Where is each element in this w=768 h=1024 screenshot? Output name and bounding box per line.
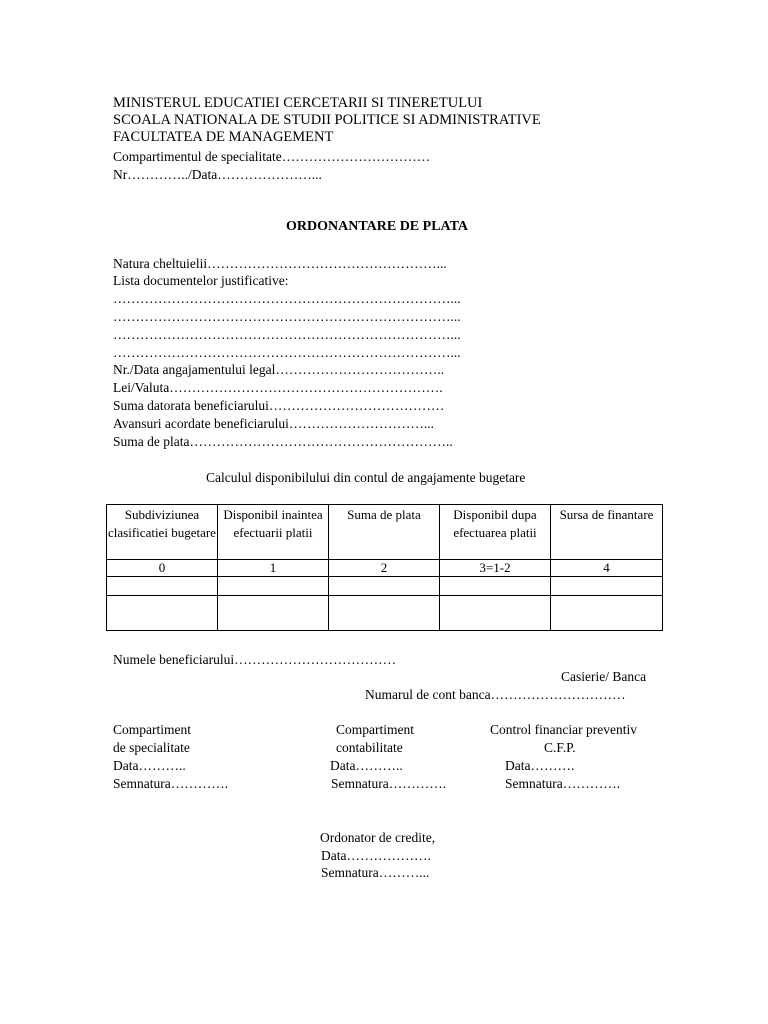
number-date-field: Nr…………../Data…………………... [113,167,322,182]
ministry-name: MINISTERUL EDUCATIEI CERCETARII SI TINERETULUI [113,95,483,111]
accounting-date-field: Data……….. [330,758,403,773]
table-cell [440,577,551,596]
table-cell [329,596,440,631]
table-index-cell: 3=1-2 [440,560,551,577]
document-title: ORDONANTARE DE PLATA [286,219,469,234]
documents-line-4: …………………………………………………………………... [113,345,461,360]
table-header-row [107,505,663,560]
documents-line-1: …………………………………………………………………... [113,291,461,306]
calculation-title: Calculul disponibilului din contul de angajamente bugetare [206,470,526,485]
cfp-signature-field: Semnatura…………. [505,776,621,791]
authorizer-date-field: Data………………. [321,848,431,863]
cashier-bank-label: Casierie/ Banca [561,669,647,684]
table-header-cell: Subdiviziunea clasificatiei bugetare [107,505,218,560]
table-cell [551,596,663,631]
authorizer-signature-field: Semnatura………... [321,865,430,880]
bank-account-field: Numarul de cont banca………………………… [365,687,626,702]
beneficiary-name-field: Numele beneficiarului……………………………… [113,652,397,667]
school-name: SCOALA NATIONALA DE STUDII POLITICE SI ADMINISTRATIVE [113,112,541,128]
specialty-department-label: Compartiment [113,722,191,737]
documents-line-2: …………………………………………………………………... [113,309,461,324]
cfp-date-field: Data………. [505,758,575,773]
table-index-cell: 0 [107,560,218,577]
currency-field: Lei/Valuta……………………………………………………. [113,380,443,395]
faculty-name: FACULTATEA DE MANAGEMENT [113,129,334,145]
table-header-cell: Sursa de finantare [551,505,663,560]
expense-nature-field: Natura cheltuielii……………………………………………... [113,256,447,271]
budget-calculation-table [106,504,663,631]
table-cell [218,596,329,631]
credit-authorizer-label: Ordonator de credite, [320,830,436,845]
table-index-cell: 2 [329,560,440,577]
table-index-cell: 4 [551,560,663,577]
specialty-department-sublabel: de specialitate [113,740,190,755]
accounting-department-sublabel: contabilitate [336,740,403,755]
table-cell [107,596,218,631]
legal-commitment-field: Nr./Data angajamentului legal……………………………….. [113,362,445,377]
financial-control-label: Control financiar preventiv [490,722,637,737]
table-cell [218,577,329,596]
justifying-documents-label: Lista documentelor justificative: [113,273,289,288]
table-cell [329,577,440,596]
advances-field: Avansuri acordate beneficiarului…………………………... [113,416,435,431]
table-index-cell: 1 [218,560,329,577]
table-header-cell: Disponibil inaintea efectuarii platii [218,505,329,560]
table-cell [107,577,218,596]
accounting-department-label: Compartiment [336,722,414,737]
table-row [107,577,663,596]
cfp-label: C.F.P. [544,740,576,755]
accounting-signature-field: Semnatura…………. [331,776,447,791]
table-header-cell: Suma de plata [329,505,440,560]
table-cell [551,577,663,596]
specialty-signature-field: Semnatura…………. [113,776,229,791]
documents-line-3: …………………………………………………………………... [113,327,461,342]
table-header-cell: Disponibil dupa efectuarea platii [440,505,551,560]
table-row [107,596,663,631]
payment-amount-field: Suma de plata………………………………………………….. [113,434,453,449]
department-field: Compartimentul de specialitate…………………………… [113,149,431,164]
table-cell [440,596,551,631]
table-index-row [107,560,663,577]
amount-due-field: Suma datorata beneficiarului………………………………… [113,398,445,413]
specialty-date-field: Data……….. [113,758,186,773]
